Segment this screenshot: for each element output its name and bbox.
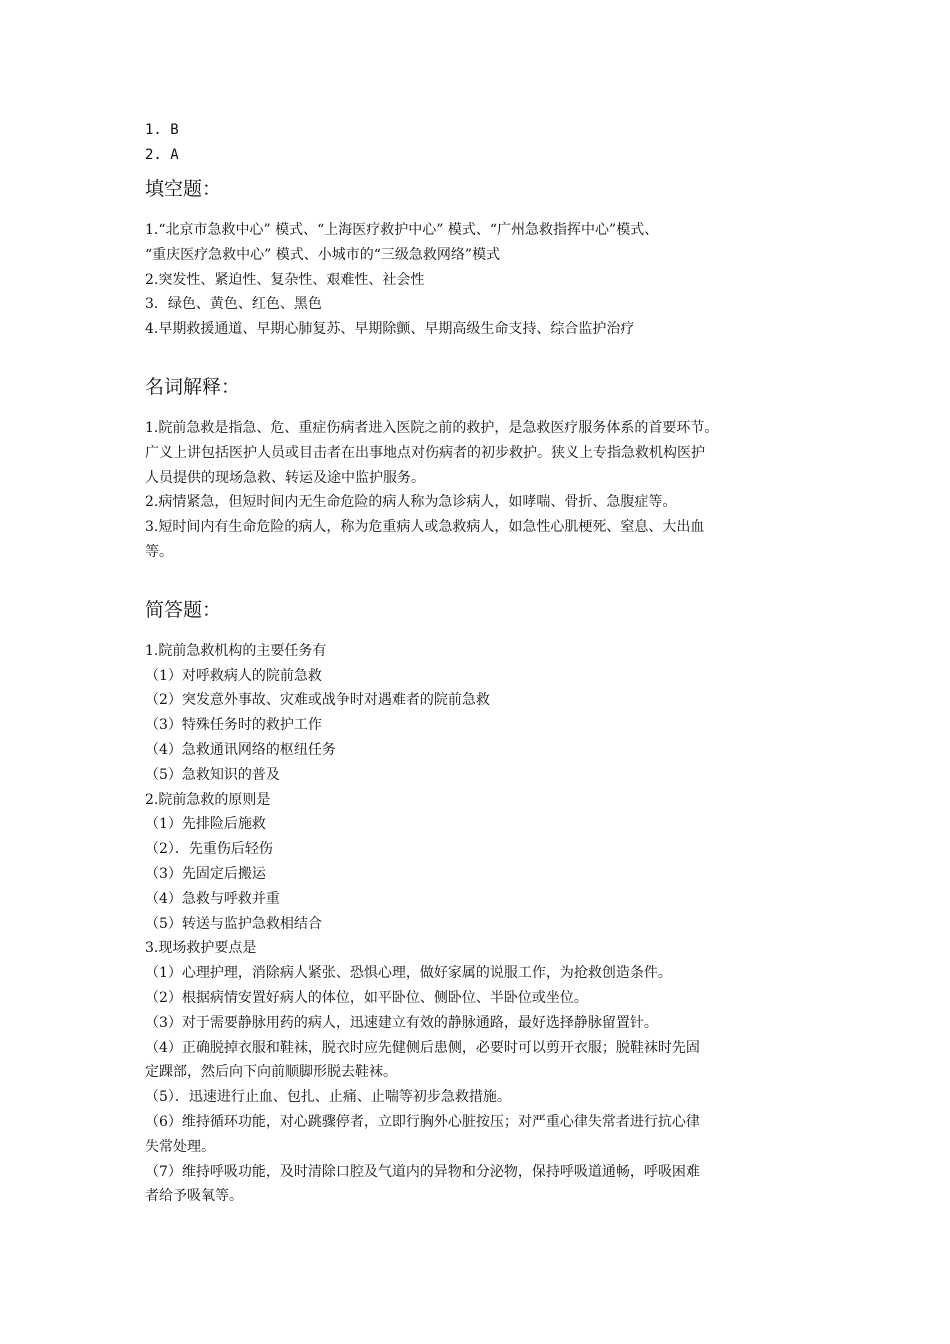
short-answer-line: （1）心理护理，消除病人紧张、恐惧心理，做好家属的说服工作，为抢救创造条件。 [145,965,672,982]
fill-blank-line: “重庆医疗急救中心” 模式、小城市的“三级急救网络”模式 [145,246,501,263]
terms-line: 1.院前急救是指急、危、重症伤病者进入医院之前的救护，是急救医疗服务体系的首要环节。 [145,419,719,436]
fill-blank-line: 1.“北京市急救中心” 模式、“上海医疗救护中心” 模式、“广州急救指挥中心”模式、 [145,222,659,238]
short-answer-line: 定踝部，然后向下向前顺脚形脱去鞋袜。 [145,1064,397,1081]
fill-blank-line: 2.突发性、紧迫性、复杂性、艰难性、社会性 [145,271,425,288]
terms-line: 2.病情紧急，但短时间内无生命危险的病人称为急诊病人，如哮喘、骨折、急腹症等。 [145,494,677,511]
short-answer-line: （1）先排险后施救 [145,816,266,833]
short-answer-line: （1）对呼救病人的院前急救 [145,667,322,684]
short-answer-line: （4）急救通讯网络的枢纽任务 [145,741,336,758]
short-answer-line: （5）急救知识的普及 [145,766,280,783]
short-answer-line: （4）急救与呼救并重 [145,890,280,907]
short-answer-line: 失常处理。 [145,1138,215,1155]
short-answer-line: （7）维持呼吸功能，及时清除口腔及气道内的异物和分泌物，保持呼吸道通畅，呼吸困难 [145,1163,700,1180]
choice-answer-2: 2. A [145,147,179,163]
short-answer-line: （3）特殊任务时的救护工作 [145,717,322,734]
short-answer-line: （5）转送与监护急救相结合 [145,915,322,932]
terms-line: 3.短时间内有生命危险的病人，称为危重病人或急救病人，如急性心肌梗死、窒息、大出血 [145,519,705,536]
short-answer-line: （2）．先重伤后轻伤 [145,841,273,858]
short-answer-line: （3）先固定后搬运 [145,865,266,882]
fill-blank-heading: 填空题： [145,178,222,200]
short-answer-line: 2.院前急救的原则是 [145,791,271,808]
fill-blank-line: 3．绿色、黄色、红色、黑色 [145,296,322,313]
fill-blank-line: 4.早期救援通道、早期心肺复苏、早期除颤、早期高级生命支持、综合监护治疗 [145,321,635,338]
short-answer-line: （2）根据病情安置好病人的体位，如平卧位、侧卧位、半卧位或坐位。 [145,989,588,1006]
short-answer-line: 者给予吸氧等。 [145,1188,243,1205]
choice-answer-1: 1. B [145,122,179,138]
short-answer-line: （6）维持循环功能，对心跳骤停者，立即行胸外心脏按压；对严重心律失常者进行抗心律 [145,1113,700,1130]
short-answer-line: （4）正确脱掉衣服和鞋袜，脱衣时应先健侧后患侧，必要时可以剪开衣服；脱鞋袜时先固 [145,1039,700,1056]
document-page [145,118,813,1209]
short-answer-line: （5）．迅速进行止血、包扎、止痛、止喘等初步急救措施。 [145,1089,511,1106]
short-answer-heading: 简答题： [145,598,222,621]
terms-line: 等。 [145,543,173,560]
terms-line: 人员提供的现场急救、转运及途中监护服务。 [145,469,425,486]
short-answer-line: 3.现场救护要点是 [145,940,257,957]
short-answer-line: 1.院前急救机构的主要任务有 [145,642,327,659]
short-answer-line: （3）对于需要静脉用药的病人，迅速建立有效的静脉通路，最好选择静脉留置针。 [145,1014,658,1031]
terms-heading: 名词解释： [145,375,241,398]
terms-line: 广义上讲包括医护人员或目击者在出事地点对伤病者的初步救护。狭义上专指急救机构医护 [145,444,705,461]
short-answer-line: （2）突发意外事故、灾难或战争时对遇难者的院前急救 [145,692,490,709]
